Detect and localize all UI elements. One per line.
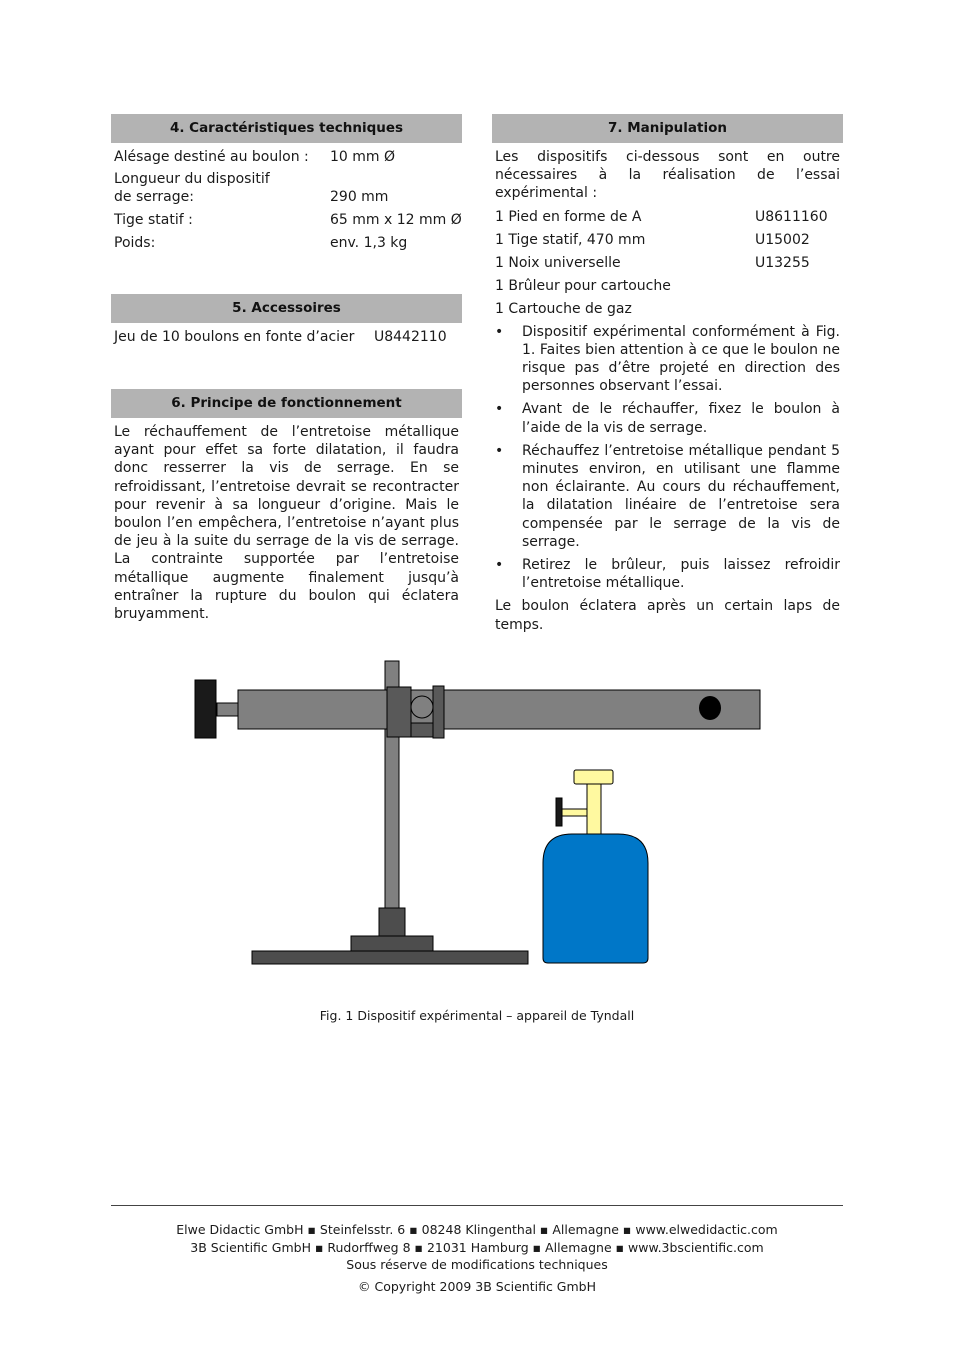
right-column: [492, 114, 843, 634]
stand-base-plate: [252, 951, 528, 964]
step-item: [492, 323, 843, 396]
figure-caption: Fig. 1 Dispositif expérimental – appareil de Tyndall: [319, 1008, 635, 1023]
accessories-heading: 5. Accessoires: [111, 294, 462, 323]
steps-list: [492, 323, 843, 593]
spacer-bar: [238, 690, 760, 729]
left-column: [111, 114, 462, 623]
screw-knob-icon: [195, 680, 216, 738]
stand-rod-foot: [379, 908, 405, 936]
bolt-icon: [699, 696, 721, 720]
screw-shaft: [217, 703, 238, 716]
footer-divider: [111, 1205, 843, 1206]
footer-line: 3B Scientific GmbH ▪ Rudorffweg 8 ▪ 21031 Hamburg ▪ Allemagne ▪ www.3bscientific.com: [190, 1239, 764, 1255]
spec-key: [114, 170, 330, 206]
burner-tube: [587, 784, 601, 834]
page-footer: [0, 1221, 954, 1295]
equipment-item: [495, 300, 843, 318]
accessory-code: U8442110: [374, 329, 447, 345]
spec-key-line: de serrage:: [114, 189, 194, 205]
equipment-name: 1 Brûleur pour cartouche: [495, 277, 671, 294]
footer-copyright: © Copyright 2009 3B Scientific GmbH: [358, 1278, 596, 1294]
equipment-code: U8611160: [755, 208, 828, 225]
principle-section: [111, 389, 462, 623]
specs-section: [111, 114, 462, 252]
spec-key: Alésage destiné au boulon :: [114, 149, 309, 165]
equipment-list: [492, 208, 843, 318]
step-text: Dispositif expérimental conformément à Fig. 1. Faites bien attention à ce que le boulon ne risque pas d’être projeté en direction des personnes observant l’essai.: [522, 323, 840, 395]
equipment-item: [495, 277, 843, 295]
equipment-item: [495, 231, 843, 249]
spec-value: 10 mm Ø: [330, 149, 396, 165]
spec-row: [114, 170, 462, 206]
equipment-item: [495, 254, 843, 272]
clamp-plate: [433, 686, 444, 738]
gas-cartridge: [543, 834, 648, 963]
footer-line: Sous réserve de modifications techniques: [346, 1257, 608, 1272]
clamp-block: [411, 723, 433, 737]
step-item: [492, 400, 843, 436]
principle-heading: 6. Principe de fonctionnement: [111, 389, 462, 418]
principle-text: Le réchauffement de l’entretoise métallique ayant pour effet sa forte dilatation, il faudra donc resserrer la vis de serrage. En se refroidissant, l’entretoise devrait se recontracter pour revenir à sa longueur d’origine. Mais le boulon l’en empêchera, l’entretoise n’ayant plus de jeu à la suite du serrage de la vis de serrage. La contrainte supportée par l’entretoise métallique augmente finalement jusqu’à entraîner la rupture du boulon qui éclatera bruyamment.: [114, 424, 459, 623]
step-text: Réchauffez l’entretoise métallique pendant 5 minutes environ, en utilisant une flamme non éclairante. Au cours du réchauffement, la dilatation linéaire de l’entretoise sera compensée par le serrage de la vis de serrage.: [522, 442, 840, 550]
specs-heading: 4. Caractéristiques techniques: [111, 114, 462, 143]
spec-row: [114, 148, 462, 166]
bullet-icon: •: [495, 401, 504, 418]
spec-key-line: Longueur du dispositif: [114, 171, 270, 187]
bullet-icon: •: [495, 323, 504, 340]
stand-base-block: [351, 936, 433, 951]
spec-key: Poids:: [114, 235, 156, 251]
equipment-name: 1 Pied en forme de A: [495, 208, 642, 225]
clamp-body: [387, 687, 411, 737]
accessories-section: [111, 294, 462, 346]
equipment-code: U13255: [755, 254, 810, 271]
spec-value: env. 1,3 kg: [330, 235, 408, 251]
step-text: Avant de le réchauffer, fixez le boulon à l’aide de la vis de serrage.: [522, 401, 840, 436]
spec-row: [114, 234, 462, 252]
step-item: [492, 442, 843, 551]
equipment-item: [495, 208, 843, 226]
equipment-name: 1 Tige statif, 470 mm: [495, 231, 646, 248]
clamp-screw-icon: [411, 696, 433, 718]
equipment-code: U15002: [755, 231, 810, 248]
spec-key: Tige statif :: [114, 212, 193, 228]
accessory-row: [114, 328, 462, 346]
accessory-name: Jeu de 10 boulons en fonte d’acier: [114, 329, 355, 345]
equipment-name: 1 Noix universelle: [495, 254, 621, 271]
bullet-icon: •: [495, 442, 504, 459]
spec-value: 290 mm: [330, 189, 389, 205]
bullet-icon: •: [495, 557, 504, 574]
footer-line: Elwe Didactic GmbH ▪ Steinfelsstr. 6 ▪ 08248 Klingenthal ▪ Allemagne ▪ www.elwedidactic.com: [176, 1222, 778, 1237]
burner-valve-knob: [556, 798, 562, 826]
burner-valve-stem: [562, 809, 587, 816]
manipulation-intro: Les dispositifs ci-dessous sont en outre nécessaires à la réalisation de l’essai expérimental :: [495, 149, 840, 202]
spec-value: 65 mm x 12 mm Ø: [330, 212, 462, 228]
step-item: [492, 556, 843, 592]
equipment-name: 1 Cartouche de gaz: [495, 300, 632, 317]
step-text: Retirez le brûleur, puis laissez refroidir l’entretoise métallique.: [522, 557, 840, 592]
manipulation-outro: Le boulon éclatera après un certain laps de temps.: [495, 598, 840, 633]
spec-row: [114, 211, 462, 229]
manipulation-heading: 7. Manipulation: [492, 114, 843, 143]
burner-head: [574, 770, 613, 784]
tyndall-apparatus-figure: [190, 658, 770, 970]
